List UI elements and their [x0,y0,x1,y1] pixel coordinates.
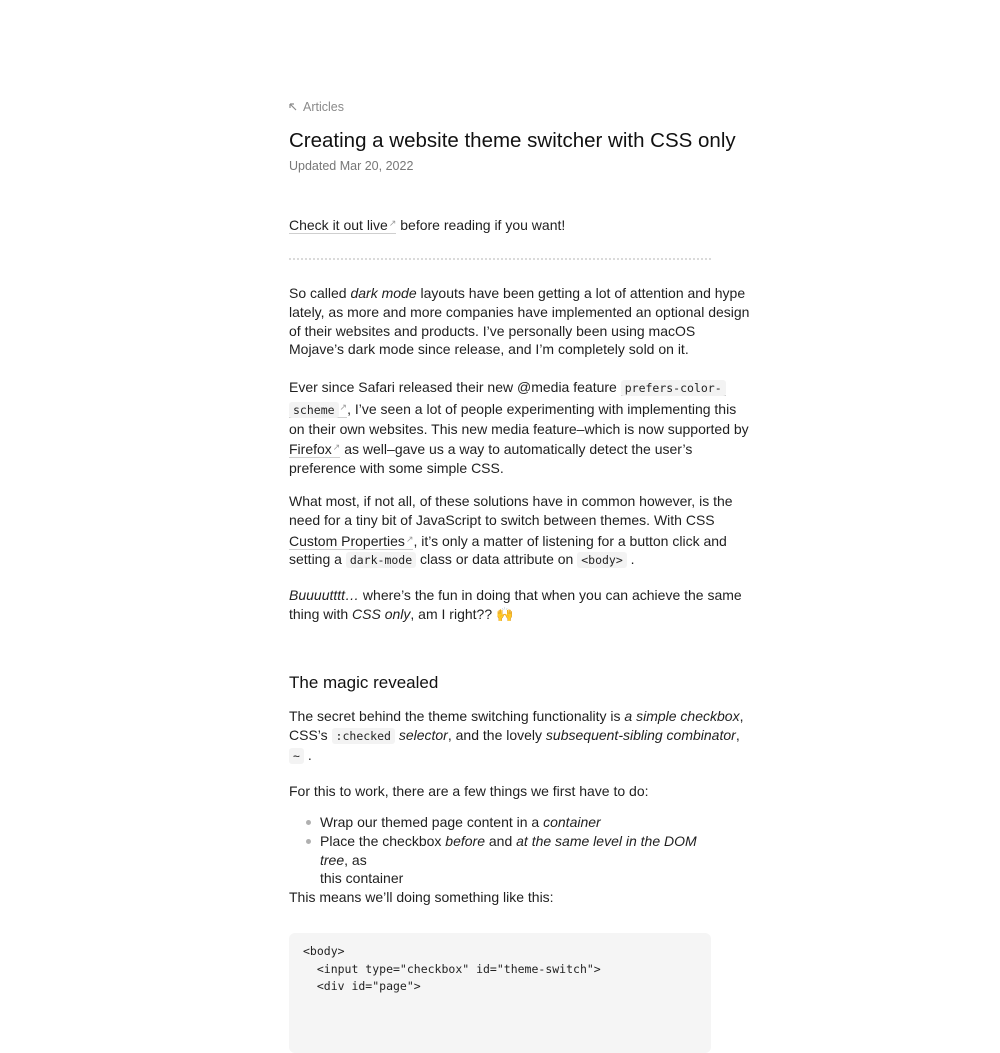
inline-code: ~ [289,748,304,764]
divider [289,258,711,260]
list-item [289,832,711,888]
custom-properties-link[interactable] [289,533,413,550]
text-line: preference with some simple CSS. [289,460,504,477]
prefers-color-scheme-link-cont[interactable] [289,401,347,418]
updated-date: Updated Mar 20, 2022 [289,159,414,173]
arrow-up-left-icon [289,103,297,111]
text: Wrap our themed page content in a [320,814,544,830]
text: The secret behind the theme switching functionality is [289,708,625,724]
inline-code: prefers-color- [621,380,726,396]
paragraph-steps-intro: For this to work, there are a few things we first have to do: [289,783,649,799]
live-demo-link[interactable] [289,217,396,234]
emphasis: selector [394,726,448,743]
text: , and the lovely [447,726,546,743]
emphasis: a simple checkbox [624,708,740,724]
text: , as [344,851,367,868]
text: CSS’s [289,726,332,743]
page-title: Creating a website theme switcher with CSS only [289,129,736,152]
inline-code: <body> [577,552,627,568]
intro-text: before reading if you want! [396,217,566,233]
text-line: on their own websites. This new media feature–which is now supported by [289,420,749,437]
inline-code: :checked [332,728,395,744]
back-link-label: Articles [303,100,344,114]
text: as well–gave us a way to automatically detect the user’s [340,441,693,458]
text: , am I right?? 🙌 [410,605,514,622]
emphasis: container [543,814,601,830]
text: , [739,708,744,724]
custom-properties-link-label: Custom Properties [289,532,405,549]
emphasis: subsequent-sibling combinator [545,726,736,743]
text: , it’s only a matter of listening for a button click and [413,532,727,549]
external-link-icon: ↗ [405,533,414,544]
code-line: <input type="checkbox" id="theme-switch"> [303,961,601,976]
firefox-link-label: Firefox [289,441,332,458]
paragraph-dark-mode [289,284,750,359]
text: class or data attribute on [416,551,578,568]
text: Place the checkbox [320,832,446,849]
text: where’s the fun in doing that when you can achieve the same [359,587,742,603]
emphasis: dark mode [350,285,417,301]
steps-list [289,813,711,888]
text-line: lately, as more and more companies have implemented an optional design [289,303,750,320]
back-to-articles-link[interactable] [289,100,344,114]
external-link-icon: ↗ [332,442,341,453]
external-link-icon: ↗ [388,218,397,228]
inline-code: dark-mode [346,552,416,568]
inline-code: scheme [289,402,339,418]
paragraph-javascript [289,492,733,570]
code-block [289,933,711,1053]
prefers-color-scheme-link[interactable] [621,379,726,396]
text: setting a [289,551,346,568]
text: thing with [289,605,353,622]
code-line: <div id="page"> [303,979,421,993]
emphasis: before [445,832,485,849]
emphasis: at the same level in the DOM tree [320,832,697,868]
code-line: <body> [303,944,345,958]
section-heading: The magic revealed [289,673,439,692]
paragraph-css-only [289,586,742,624]
live-demo-link-label: Check it out live [289,217,388,233]
text-line: of their websites and products. I’ve personally been using macOS [289,322,696,339]
text: So called [289,285,351,301]
text: . [303,746,312,763]
paragraph-secret [289,707,744,765]
text: , I’ve seen a lot of people experimenting with implementing this [347,400,737,417]
paragraph-safari [289,378,749,478]
text-line: need for a tiny bit of JavaScript to switch between themes. With CSS [289,511,715,528]
intro-paragraph [289,214,711,235]
list-item [289,813,711,832]
text: layouts have been getting a lot of attention and hype [416,285,746,301]
text-line: Mojave’s dark mode since release, and I’m completely sold on it. [289,341,689,358]
text: and [485,832,517,849]
firefox-link[interactable] [289,441,340,458]
text: , [735,726,740,743]
paragraph-code-intro: This means we’ll doing something like this: [289,889,554,905]
emphasis: CSS only [352,605,411,622]
external-link-icon: ↗ [339,401,348,412]
text: this container [320,870,404,887]
text-line: What most, if not all, of these solutions have in common however, is the [289,493,733,509]
text: Ever since Safari released their new @media feature [289,379,621,395]
text: . [626,551,635,568]
emphasis: Buuuutttt… [289,587,360,603]
